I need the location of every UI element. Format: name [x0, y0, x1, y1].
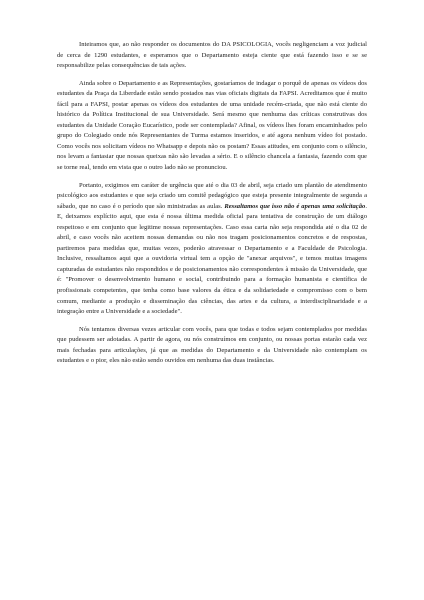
paragraph-video-posting-question: Ainda sobre o Departamento e as Representações, gostaríamos de indagar o porquê de apenas os vídeos dos estudantes da Praça da Liberdade estão sendo postados nas vias oficiais digitais da FAPSI. Acreditamos que é muito fácil para a FAPSI, postar apenas os vídeos dos estudantes de uma unidade recém-criada, que não está ciente do histórico da Política Institucional de sua Universidade. Será mesmo que nenhuma das críticas construtivas dos estudantes da Unidade Coração Eucarístico, pode ser contemplada? Afinal, os vídeos lhes foram encaminhados pelo grupo do Colegiado onde nós Representantes de Turma estamos inseridos, e até agora nenhum vídeo foi postado. Como vocês nos solicitam vídeos no Whatsapp e depois não os postam? Essas atitudes, em conjunto com o silêncio, nos levam a fantasiar que nossas queixas não são levadas a sério. E o silêncio chancela a fantasia, fazendo com que se torne real, tendo em vista que o outro lado não se pronunciou.	[57, 79, 367, 172]
demands-emphasis: Ressaltamos que isso não é apenas uma solicitação	[224, 202, 366, 210]
paragraph-urgent-demands	[57, 181, 367, 318]
paragraph-negligence-notice: Inteiramos que, ao não responder os documentos do DA PSICOLOGIA, vocês negligenciam a voz judicial de cerca de 1290 estudantes, e esperamos que o Departamento esteja ciente que está fazendo isso e se se responsabilize pelas consequências de tais ações.	[57, 41, 367, 70]
paragraph-closing-statement: Nós tentamos diversas vezes articular com vocês, para que todas e todos sejam contemplados por medidas que pudessem ser adotadas. A partir de agora, ou nós construímos em conjunto, ou nossas portas estarão cada vez mais fechadas para articulações, já que as medidas do Departamento e da Universidade não contemplam os estudantes e o pior, eles não estão sendo ouvidos em nenhuma das duas instâncias.	[57, 325, 367, 365]
demands-text-after: . E, deixamos explícito aqui, que esta é nossa última medida oficial para tentativa de construção de um diálogo respeitoso e em conjunto que legitime nossas representações. Caso essa carta não seja respondida até o dia 02 de abril, e caso vocês não aceitem nossas demandas ou não nos tragam posicionamentos concretos e de respostas, partiremos para medidas que, muitas vezes, poderão atravessar o Departamento e a Faculdade de Psicologia. Inclusive, ressaltamos aqui que a ouvidoria virtual tem a opção de "anexar arquivos", e temos muitas imagens capturadas de estudantes não respondidos e de posicionamentos não correspondentes à missão da Universidade, que é: "Promover o desenvolvimento humano e social, contribuindo para a formação humanista e científica de profissionais competentes, que tenha como base valores da ética e da solidariedade e compromisso com o bem comum, mediante a produção e disseminação das ciências, das artes e da cultura, a interdisciplinaridade e a integração entre a Universidade e a sociedade".	[57, 202, 367, 316]
demands-text-before: Portanto, exigimos em caráter de urgência que até o dia 03 de abril, seja criado um plantão de atendimento psicológico aos estudantes e que seja criado um comitê pedagógico que esteja presente integralmente de segunda a sábado, que no caso é o período que são ministradas as aulas.	[57, 181, 367, 210]
